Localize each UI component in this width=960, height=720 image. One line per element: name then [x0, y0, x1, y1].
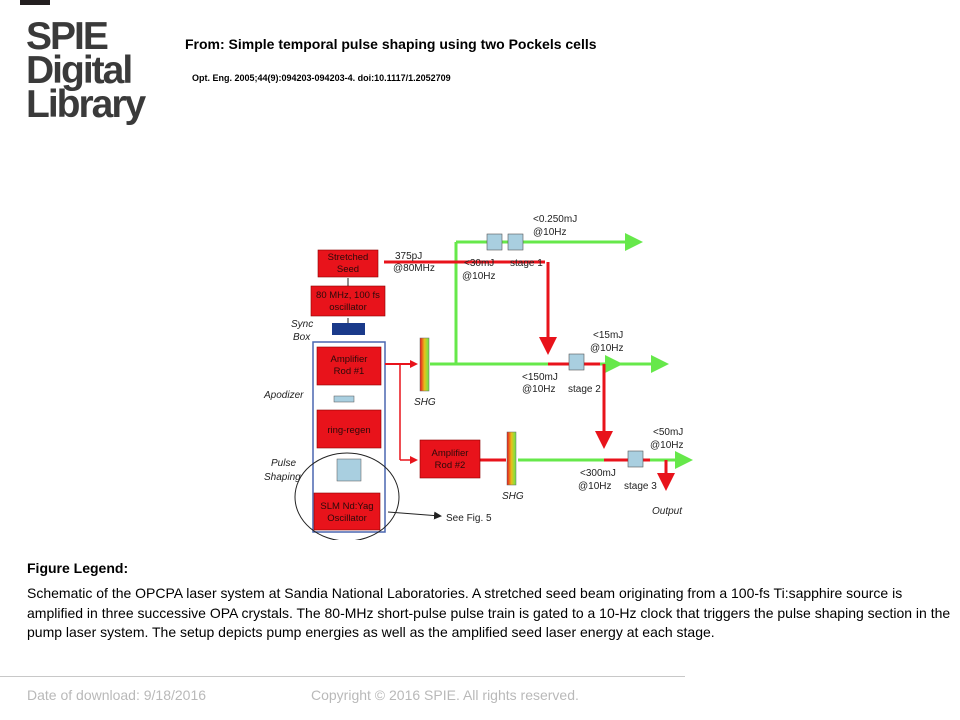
- download-date: Date of download: 9/18/2016: [27, 687, 207, 703]
- stage3-pump-1: <300mJ: [580, 468, 616, 479]
- pulse-label-2: Shaping: [264, 472, 301, 483]
- pulse-shaping-element: [337, 459, 361, 481]
- seed-energy-2: @80MHz: [393, 263, 435, 274]
- stage2-label: stage 2: [568, 384, 601, 395]
- logo-line-2: Digital: [26, 49, 132, 92]
- crystal-stage1-a: [487, 234, 502, 250]
- stretched-seed-label-1: Stretched: [327, 252, 369, 263]
- stage1-label: stage 1: [510, 258, 543, 269]
- oscillator-label-2: oscillator: [329, 302, 367, 313]
- stage3-out-1: <50mJ: [653, 427, 684, 438]
- sync-box: [332, 323, 365, 335]
- footer-divider: [0, 676, 685, 677]
- amp1-label-1: Amplifier: [330, 354, 368, 365]
- article-title: From: Simple temporal pulse shaping using two Pockels cells: [185, 36, 597, 52]
- see-fig5-label: See Fig. 5: [446, 513, 492, 524]
- top-bar: [20, 0, 50, 5]
- amplifier-rod2-box: [420, 440, 480, 478]
- stage2-pump-1: <150mJ: [522, 372, 558, 383]
- crystal-stage3: [628, 451, 643, 467]
- seed-energy-1: 375pJ: [395, 251, 423, 262]
- slm-label-1: SLM Nd:Yag: [320, 501, 374, 512]
- legend-heading: Figure Legend:: [27, 560, 129, 576]
- amp1-label-2: Rod #1: [333, 366, 365, 377]
- shg-label-2: SHG: [502, 491, 524, 502]
- stage3-label: stage 3: [624, 481, 657, 492]
- stage1-pump-2: @10Hz: [462, 271, 496, 282]
- apodizer-label: Apodizer: [264, 390, 304, 401]
- citation[interactable]: Opt. Eng. 2005;44(9):094203-094203-4. doi:10.1117/1.2052709: [192, 73, 451, 83]
- logo-line-3: Library: [26, 83, 145, 126]
- crystal-stage2: [569, 354, 584, 370]
- logo-line-1: SPIE: [26, 15, 107, 58]
- oscillator-label-1: 80 MHz, 100 fs: [316, 290, 380, 301]
- stage3-pump-2: @10Hz: [578, 481, 612, 492]
- apodizer-element: [334, 396, 354, 402]
- stage1-out-1: <0.250mJ: [533, 214, 578, 225]
- sync-label-1: Sync: [291, 319, 314, 330]
- pulse-label-1: Pulse: [271, 458, 297, 469]
- sync-label-2: Box: [293, 332, 311, 343]
- output-label: Output: [652, 506, 683, 517]
- stage2-pump-2: @10Hz: [522, 384, 556, 395]
- stage1-out-2: @10Hz: [533, 227, 567, 238]
- opcpa-schematic: [255, 205, 715, 540]
- amp2-label-1: Amplifier: [431, 448, 469, 459]
- shg-crystal-1: [420, 338, 429, 391]
- stage1-pump-1: <30mJ: [464, 258, 495, 269]
- stage2-out-1: <15mJ: [593, 330, 624, 341]
- stage2-out-2: @10Hz: [590, 343, 624, 354]
- spie-logo[interactable]: [26, 15, 156, 126]
- crystal-stage1-b: [508, 234, 523, 250]
- stretched-seed-label-2: Seed: [336, 264, 360, 275]
- shg-label-1: SHG: [414, 397, 436, 408]
- stage3-out-2: @10Hz: [650, 440, 684, 451]
- legend-text: Schematic of the OPCPA laser system at Sandia National Laboratories. A stretched seed beam originating from a 100-fs Ti:sapphire source is amplified in three successive OPA crystals. The 80-MHz short-pulse pulse train is gated to a 10-Hz clock that triggers the pulse shaping section in the pump laser system. The setup depicts pump energies as well as the amplified seed laser energy at each stage.: [27, 585, 951, 640]
- slm-label-2: Oscillator: [327, 513, 367, 524]
- copyright: Copyright © 2016 SPIE. All rights reserved.: [311, 687, 579, 703]
- regen-label: ring-regen: [327, 425, 371, 436]
- amp2-label-2: Rod #2: [434, 460, 466, 471]
- shg-crystal-2: [507, 432, 516, 485]
